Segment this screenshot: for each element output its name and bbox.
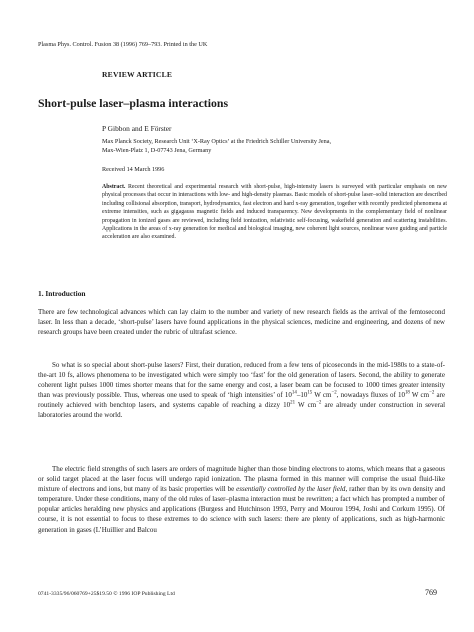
affiliation [102,138,447,155]
p2-text-e: W cm [409,391,430,400]
authors: P Gibbon and E Förster [102,124,172,133]
abstract [102,183,447,242]
affiliation-line-1: Max Planck Society, Research Unit ‘X-Ray Optics’ at the Friedrich Schiller University Jena, [102,138,332,145]
abstract-text: Recent theoretical and experimental research with short-pulse, high-intensity lasers is surveyed with particular emphasis on new physical processes that occur in interactions with low- and high-density plasmas. Basic models of short-pulse laser–solid interaction are described including collisional absorption, transport, hydrodynamics, fast electron and hard x-ray generation, together with recently predicted phenomena at extreme intensities, such as gigagauss magnetic fields and induced transparency. New developments in the complementary field of nonlinear propagation in ionized gases are reviewed, including field ionization, relativistic self-focusing, wakefield generation and scattering instabilities. Applications in the areas of x-ray generation for medical and biological imaging, new coherent light sources, nonlinear wave guiding and particle acceleration are also examined. [102,184,447,241]
paragraph-2 [38,360,445,421]
p2-text-h: are already under construction in several laboratories around the world. [38,401,446,420]
received-date: Received 14 March 1996 [102,166,165,173]
paragraph-1: There are few technological advances which can lay claim to the number and variety of new research fields as the arrival of the femtosecond laser. In less than a decade, ‘short-pulse’ lasers have found applications in the physical sciences, medicine and engineering, and dozens of new research groups have been created under the rubric of ultrafast science. [38,308,445,337]
p3-text-a: The electric field strengths of such lasers are orders of magnitude higher than those binding electrons to atoms, which means that a gaseous or solid target placed at the laser focus will undergo rapid ionization. The plasma formed in this manner will comprise the usual fluid-like mixture of electrons and ions, but many of its basic properties will be [38,465,445,494]
page-number: 769 [425,588,437,597]
p2-text-g: W cm [295,401,317,410]
p3-text-b: , rather than by its own density and temperature. Under these conditions, many of the old rules of laser–plasma interaction must be rewritten; a fact which has prompted a number of popular articles heralding new physics and applications (Burgess and Hutchinson 1993, Perry and Mourou 1994, Joshi and Corkum 1995). Of course, it is not essential to focus to these extremes to do science with such lasers: there are plenty of applications, such as high-harmonic generation in gases (L’Huillier and Balcou [38,485,445,534]
article-type: REVIEW ARTICLE [102,70,173,79]
p3-italic-phrase: essentially controlled by the laser field [236,485,346,494]
p2-sup-5: −2 [429,390,435,396]
p2-text-b: –10 [296,391,308,400]
section-heading: 1. Introduction [38,289,86,298]
p2-sup-7: −2 [316,401,322,407]
p2-sup-1: 14 [291,390,297,396]
p2-sup-6: 21 [290,401,296,407]
footer-copyright: 0741-3335/96/060769+25$19.50 © 1996 IOP Publishing Ltd [38,591,175,597]
p2-sup-2: 15 [307,390,313,396]
p2-text-a: So what is so special about short-pulse lasers? First, their duration, reduced from a few tens of picoseconds in the mid-1980s to a state-of-the-art 10 fs, allows phenomena to be investigated which were simply too ‘fast’ for the old generation of lasers. Second, the ability to generate coherent light pulses 1000 times shorter means that for the same energy and cost, a laser beam can be focused to 1000 times greater intensity than was previously possible. Thus, whereas one used to speak of ‘high intensities’ of 10 [38,361,445,400]
p2-text-d: , nowadays fluxes of 10 [336,391,405,400]
p2-sup-4: 18 [404,390,410,396]
affiliation-line-2: Max-Wien-Platz 1, D-07743 Jena, Germany [102,146,212,154]
journal-header: Plasma Phys. Control. Fusion 38 (1996) 769–793. Printed in the UK [38,41,208,48]
article-title: Short-pulse laser–plasma interactions [38,96,229,110]
abstract-label: Abstract. [102,184,126,190]
paragraph-3 [38,464,445,535]
p2-sup-3: −2 [331,390,337,396]
p2-text-c: W cm [312,391,332,400]
p2-text-f: are routinely achieved with benchtop lasers, and systems capable of reaching a dizzy 10 [38,391,446,410]
